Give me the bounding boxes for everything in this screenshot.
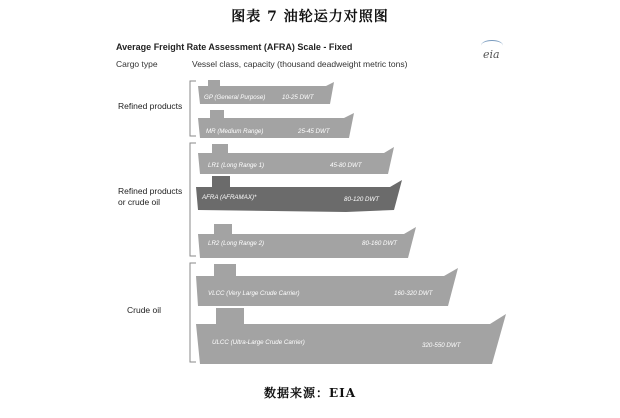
vessel-gp bbox=[198, 80, 338, 104]
group-label-line2: or crude oil bbox=[118, 197, 161, 207]
figure-title: Average Freight Rate Assessment (AFRA) Scale - Fixed bbox=[116, 42, 353, 52]
group-label-line1: Crude oil bbox=[127, 305, 162, 315]
vessel-capacity: 10-25 DWT bbox=[282, 94, 314, 101]
group-label-refined-or-crude bbox=[118, 186, 182, 208]
eia-logo-text: eia bbox=[483, 48, 500, 61]
vessel-name: VLCC (Very Large Crude Carrier) bbox=[208, 290, 300, 297]
vessel-name: AFRA (AFRAMAX)* bbox=[202, 194, 257, 201]
vessel-name: MR (Medium Range) bbox=[206, 128, 264, 135]
vessel-capacity: 320-550 DWT bbox=[422, 342, 461, 349]
vessel-hull bbox=[196, 264, 458, 306]
group-label-crude bbox=[127, 305, 161, 316]
vessel-name: ULCC (Ultra-Large Crude Carrier) bbox=[212, 339, 305, 346]
group-label-line1: Refined products bbox=[118, 101, 183, 111]
caption-top: 图表 7 油轮运力对照图 bbox=[231, 9, 389, 25]
vessel-capacity: 80-160 DWT bbox=[362, 240, 398, 247]
vessel-capacity: 160-320 DWT bbox=[394, 290, 433, 297]
group-brace-refined bbox=[186, 80, 198, 138]
vessel-afra bbox=[196, 176, 406, 212]
vessel-capacity: 45-80 DWT bbox=[330, 162, 362, 169]
vessel-lr2 bbox=[198, 224, 420, 258]
vessel-mr bbox=[198, 110, 358, 138]
vessel-hull bbox=[198, 144, 394, 174]
group-label-refined bbox=[118, 101, 182, 112]
group-label-line1: Refined products bbox=[118, 186, 183, 196]
vessel-ulcc bbox=[196, 308, 508, 364]
column-header-vessel: Vessel class, capacity (thousand deadweight metric tons) bbox=[192, 59, 408, 69]
vessel-name: LR1 (Long Range 1) bbox=[208, 162, 265, 169]
vessel-capacity: 25-45 DWT bbox=[298, 128, 330, 135]
vessel-capacity: 80-120 DWT bbox=[344, 196, 380, 203]
column-header-cargo: Cargo type bbox=[116, 59, 158, 69]
vessel-name: LR2 (Long Range 2) bbox=[208, 240, 265, 247]
vessel-name: GP (General Purpose) bbox=[204, 94, 266, 101]
vessel-hull bbox=[196, 308, 506, 364]
vessel-vlcc bbox=[196, 264, 460, 306]
eia-logo bbox=[478, 44, 508, 64]
vessel-lr1 bbox=[198, 144, 398, 174]
caption-bottom: 数据来源：EIA bbox=[263, 386, 357, 400]
